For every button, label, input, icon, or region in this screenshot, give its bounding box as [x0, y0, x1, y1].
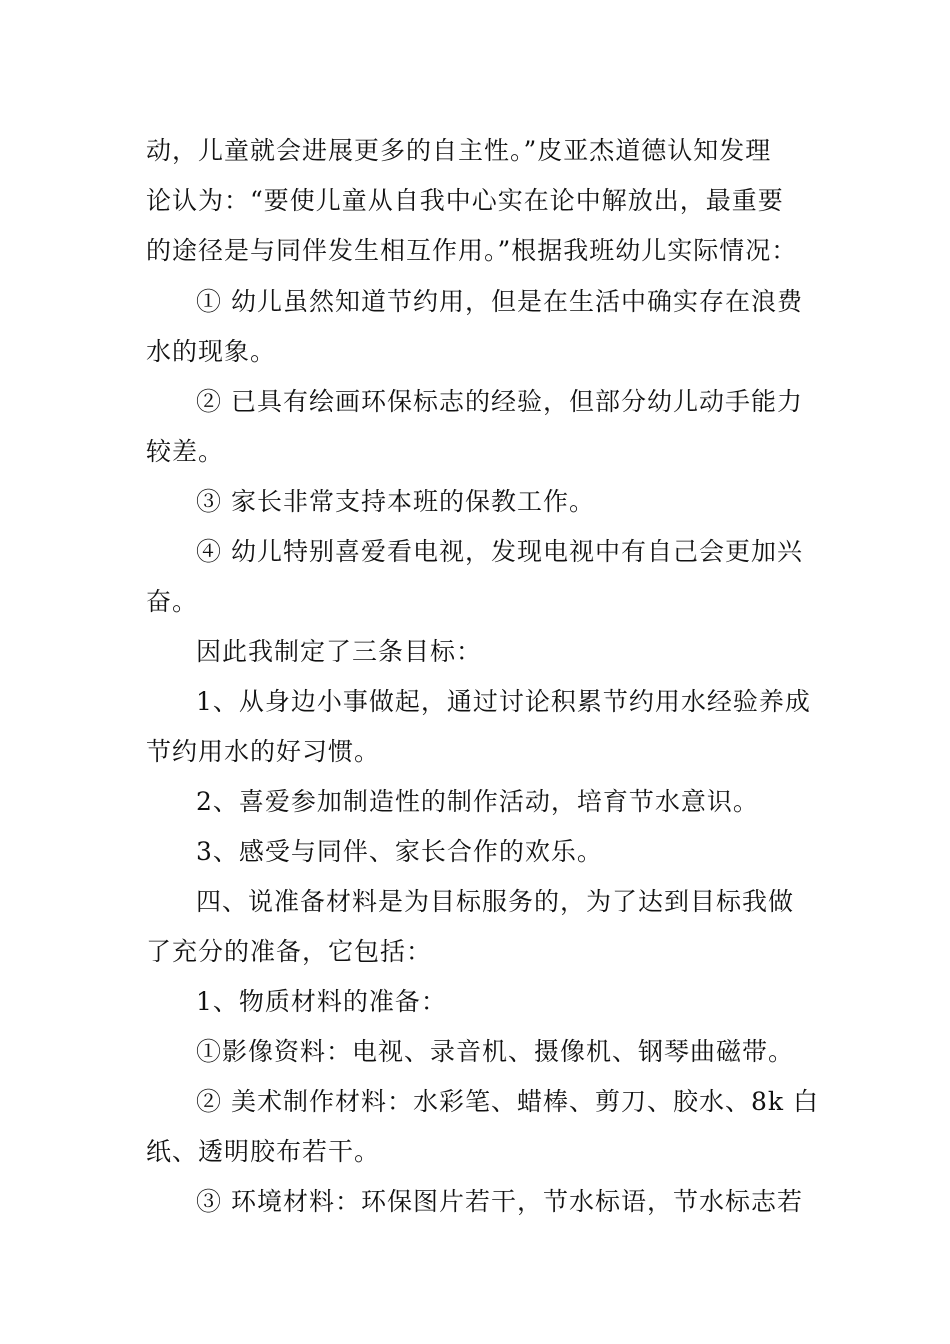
text-line: 动，儿童就会进展更多的自主性。”皮亚杰道德认知发理 — [146, 136, 772, 165]
text-line: ③ 环境材料：环保图片若干，节水标语，节水标志若 — [196, 1187, 803, 1216]
text-line: ② 已具有绘画环保标志的经验，但部分幼儿动手能力 — [196, 387, 803, 416]
text-line: 的途径是与同伴发生相互作用。”根据我班幼儿实际情况： — [146, 236, 798, 265]
text-line: 较差。 — [146, 437, 225, 466]
text-line: 论认为：“要使儿童从自我中心实在论中解放出，最重要 — [146, 186, 784, 215]
text-line: ④ 幼儿特别喜爱看电视，发现电视中有自己会更加兴 — [196, 537, 803, 566]
text-line: 1、物质材料的准备： — [196, 987, 447, 1016]
text-line: 奋。 — [146, 587, 199, 616]
text-line: ① 幼儿虽然知道节约用，但是在生活中确实存在浪费 — [196, 287, 803, 316]
text-line: 2、喜爱参加制造性的制作活动，培育节水意识。 — [196, 787, 759, 816]
text-line: 因此我制定了三条目标： — [196, 637, 483, 666]
text-line: 1、从身边小事做起，通过讨论积累节约用水经验养成 — [196, 687, 811, 716]
text-line: 3、感受与同伴、家长合作的欢乐。 — [196, 837, 603, 866]
text-line: ② 美术制作材料：水彩笔、蜡棒、剪刀、胶水、8k 白 — [196, 1087, 819, 1116]
text-line: 水的现象。 — [146, 337, 277, 366]
text-line: ①影像资料：电视、录音机、摄像机、钢琴曲磁带。 — [196, 1037, 795, 1066]
text-line: 纸、透明胶布若干。 — [146, 1137, 381, 1166]
text-line: ③ 家长非常支持本班的保教工作。 — [196, 487, 595, 516]
text-line: 四、说准备材料是为目标服务的，为了达到目标我做 — [196, 887, 795, 916]
text-line: 了充分的准备，它包括： — [146, 937, 433, 966]
text-line: 节约用水的好习惯。 — [146, 737, 381, 766]
